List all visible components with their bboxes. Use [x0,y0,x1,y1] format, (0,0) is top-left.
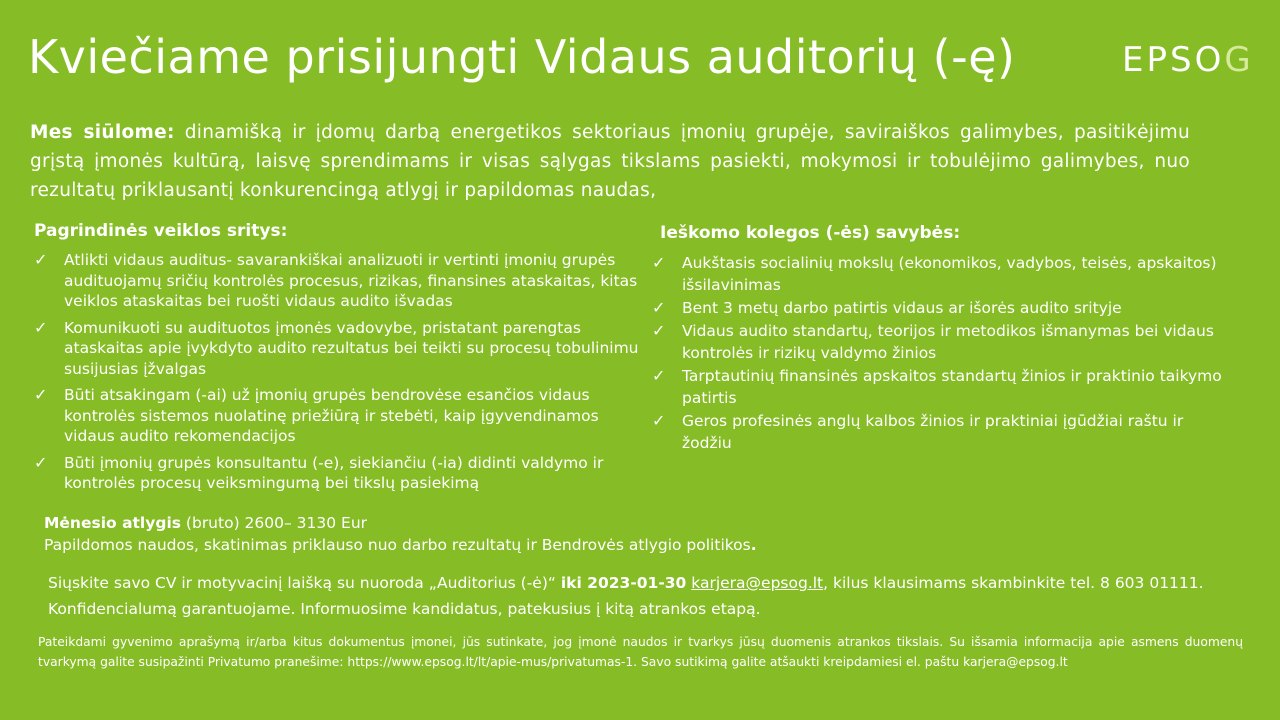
checkmark-icon: ✓ [652,366,666,385]
list-item-text: Aukštasis socialinių mokslų (ekonomikos, vadybos, teisės, apskaitos) išsilavinimas [682,254,1217,294]
logo-text: EPSO [1122,40,1225,80]
activities-list [34,250,654,500]
list-item [652,252,1232,296]
list-item-text: Būti įmonių grupės konsultantu (-e), siekiančiu (-ia) didinti valdymo ir kontrolės procesų veiksmingumą bei tikslų pasiekimą [64,453,604,492]
list-item [34,318,654,380]
checkmark-icon: ✓ [652,253,666,272]
apply-block [48,570,1204,622]
list-item [652,410,1232,454]
list-item-text: Komunikuoti su audituotos įmonės vadovybe, pristatant parengtas ataskaitas apie įvykdyto audito rezultatus bei teikti su procesų tobulinimu susijusias įžvalgas [64,318,639,378]
checkmark-icon: ✓ [34,385,48,404]
page-title: Kviečiame prisijungti Vidaus auditorių (-ę) [28,30,1016,84]
apply-deadline: iki 2023-01-30 [560,574,687,592]
list-item [652,320,1232,364]
confidentiality-text: Konfidencialumą garantuojame. Informuosime kandidatus, patekusius į kitą atrankos etapą. [48,600,761,618]
checkmark-icon: ✓ [34,452,48,472]
offer-label: Mes siūlome: [30,122,175,143]
epsog-logo [1122,40,1254,80]
checkmark-icon: ✓ [34,250,48,269]
salary-note-end: . [750,536,757,554]
checkmark-icon: ✓ [652,321,666,340]
list-item [34,453,654,494]
salary-block [44,512,757,556]
offer-paragraph [30,118,1190,205]
list-item-text: Atlikti vidaus auditus- savarankiškai analizuoti ir vertinti įmonių grupės audituojamų sričių kontrolės procesus, rizikas, finansines ataskaitas, kitas veiklos ataskaitas bei ruošti vidaus audito išvadas [64,251,638,310]
salary-value: (bruto) 2600– 3130 Eur [181,514,368,532]
list-item-text: Bent 3 metų darbo patirtis vidaus ar išorės audito srityje [682,299,1122,317]
list-item-text: Tarptautinių finansinės apskaitos standartų žinios ir praktinio taikymo patirtis [682,367,1222,407]
activities-heading: Pagrindinės veiklos sritys: [34,221,288,241]
checkmark-icon: ✓ [34,317,48,337]
salary-label: Mėnesio atlygis [44,514,181,532]
checkmark-icon: ✓ [652,298,666,317]
apply-contact: , kilus klausimams skambinkite tel. 8 603 01111. [823,574,1204,592]
qualities-heading: Ieškomo kolegos (-ės) savybės: [660,223,961,243]
list-item-text: Vidaus audito standartų, teorijos ir metodikos išmanymas bei vidaus kontrolės ir rizikų valdymo žinios [682,322,1214,362]
list-item-text: Būti atsakingam (-ai) už įmonių grupės bendrovėse esančios vidaus kontrolės sistemos nuolatinę priežiūrą ir stebėti, kaip įgyvendinamos vidaus audito rekomendacijos [64,386,599,445]
offer-text: dinamišką ir įdomų darbą energetikos sektoriaus įmonių grupėje, saviraiškos galimybes, pasitikėjimu grįstą įmonės kultūrą, laisvę sprendimams ir visas sąlygas tikslams pasiekti, mokymosi ir tobulėjimo galimybes, nuo rezultatų priklausantį konkurencingą atlygį ir papildomas naudas, [30,122,1190,201]
list-item [34,250,654,312]
email-link[interactable]: karjera@epsog.lt [691,574,824,592]
privacy-footer: Pateikdami gyvenimo aprašymą ir/arba kitus dokumentus įmonei, jūs sutinkate, jog įmonė naudos ir tvarkys jūsų duomenis atrankos tikslais. Su išsamia informacija apie asmens duomenų tvarkymą galite susipažinti Privatumo pranešime: https://www.epsog.lt/lt/apie-mus/privatumas-1. Savo sutikimą galite atšaukti kreipdamiesi el. paštu karjera@epsog.lt [38,635,1243,669]
list-item [34,385,654,447]
checkmark-icon: ✓ [652,411,666,430]
logo-text-accent: G [1224,40,1254,80]
list-item [652,297,1232,319]
apply-text: Siųskite savo CV ir motyvacinį laišką su nuoroda „Auditorius (-ė)“ [48,574,561,592]
qualities-list [652,252,1232,455]
salary-note: Papildomos naudos, skatinimas priklauso nuo darbo rezultatų ir Bendrovės atlygio politikos [44,536,751,554]
list-item-text: Geros profesinės anglų kalbos žinios ir praktiniai įgūdžiai raštu ir žodžiu [682,412,1184,452]
list-item [652,365,1232,409]
